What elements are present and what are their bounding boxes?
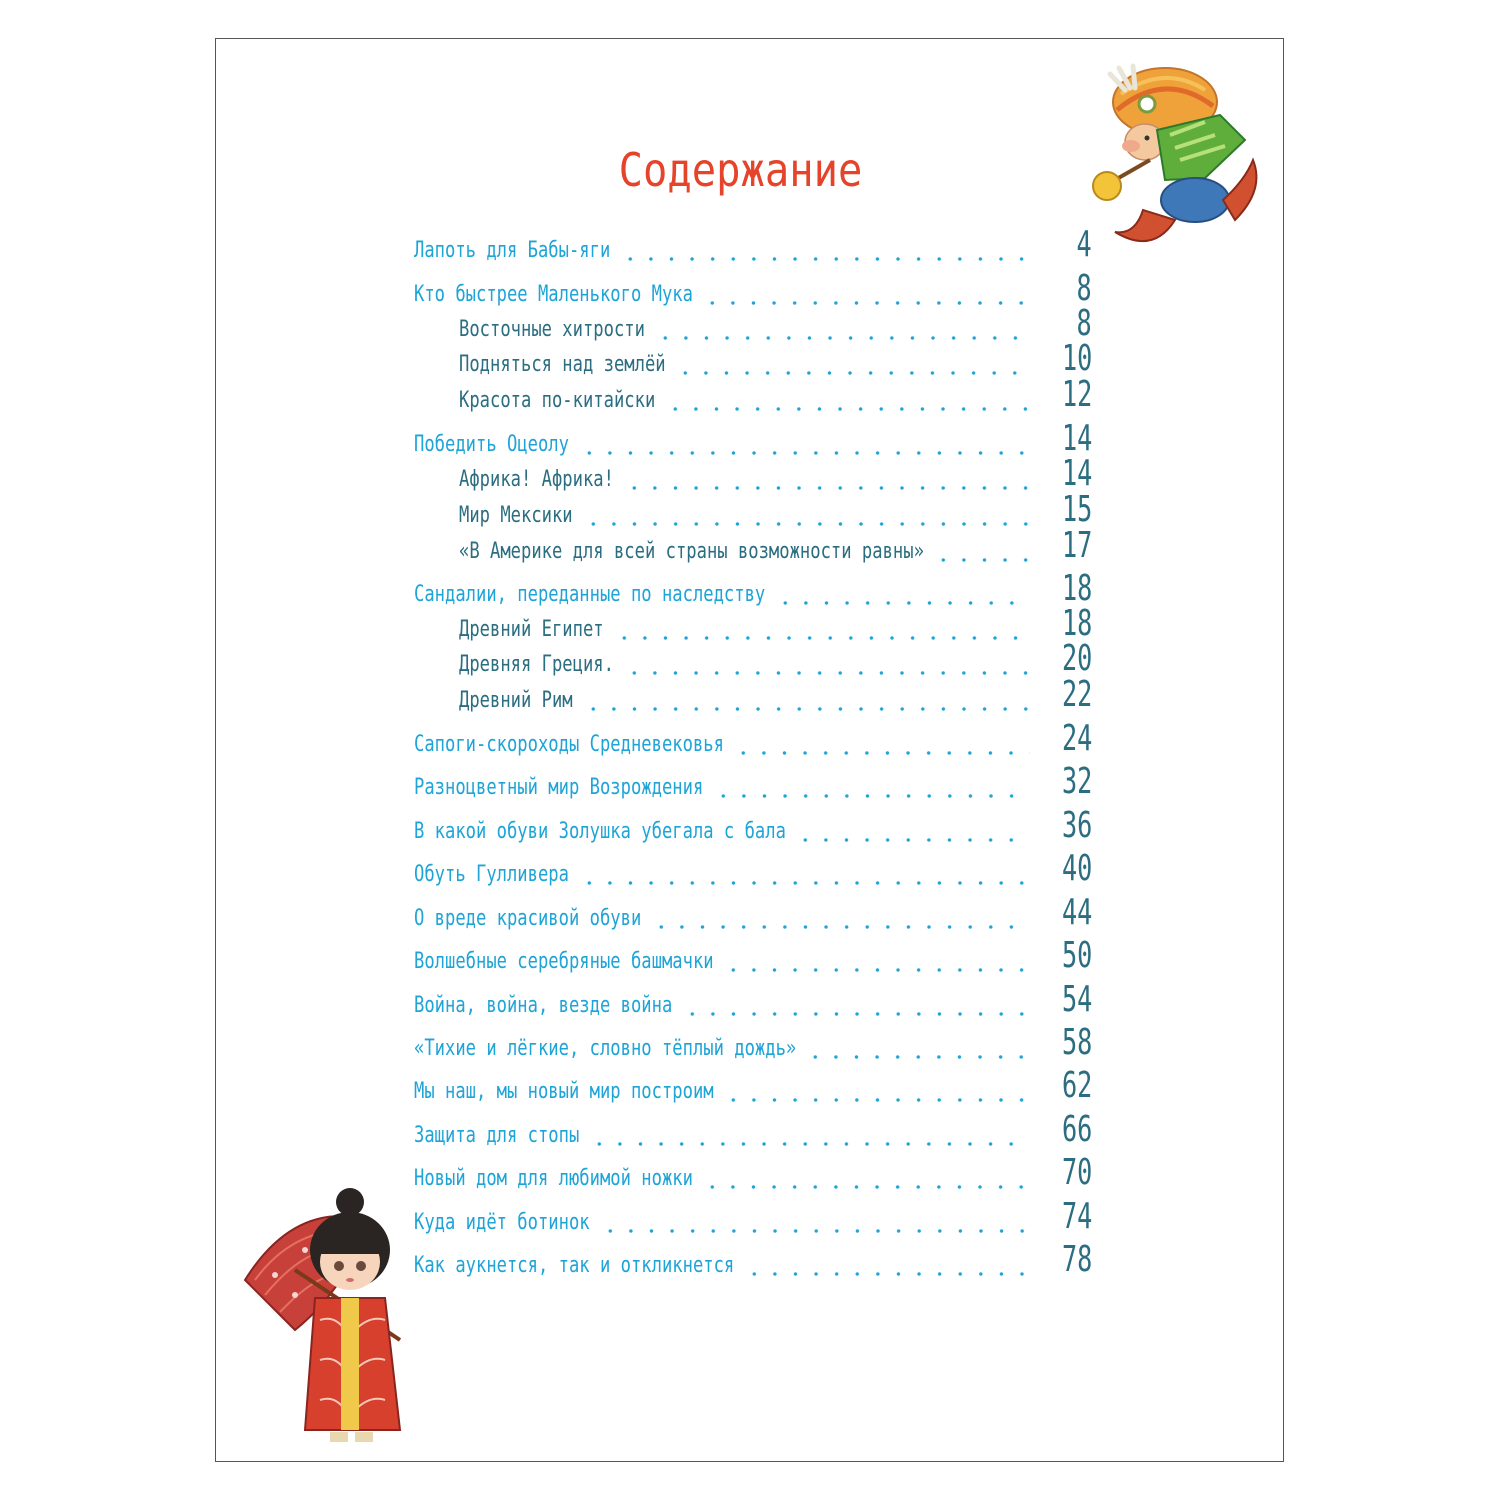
toc-entry-title: Красота по-китайски — [459, 388, 656, 413]
toc-entry — [414, 935, 1092, 989]
toc-entry-title: Как аукнется, так и откликнется — [414, 1253, 735, 1278]
toc-entry-title: «Тихие и лёгкие, словно тёплый дождь» — [414, 1036, 797, 1061]
dot-leader — [589, 1142, 1030, 1146]
toc-entry-title: Кто быстрее Маленького Мука — [414, 282, 693, 307]
toc-entry-title: Новый дом для любимой ножки — [414, 1166, 693, 1191]
toc-page-number: 22 — [1061, 674, 1092, 715]
toc-entry-title: Лапоть для Бабы-яги — [414, 238, 611, 263]
toc-entry-title: «В Америке для всей страны возможности равны» — [459, 539, 924, 564]
toc-page-number: 44 — [1061, 892, 1092, 933]
toc-subentry — [459, 374, 1092, 428]
toc-page-number: 58 — [1061, 1022, 1092, 1063]
dot-leader — [655, 336, 1030, 340]
dot-leader — [775, 601, 1030, 605]
dot-leader — [744, 1272, 1030, 1276]
toc-page-number: 78 — [1061, 1239, 1092, 1280]
toc-entry — [414, 1239, 1092, 1293]
toc-entry-title: Мы наш, мы новый мир построим — [414, 1079, 714, 1104]
toc-entry — [414, 268, 1092, 322]
japanese-girl-illustration — [235, 1180, 435, 1470]
toc-page-number: 10 — [1061, 338, 1092, 379]
toc-entry — [414, 979, 1092, 1033]
toc-page-number: 12 — [1061, 374, 1092, 415]
toc-entry-title: Защита для стопы — [414, 1123, 580, 1148]
toc-entry-title: Волшебные серебряные башмачки — [414, 949, 714, 974]
toc-page-number: 14 — [1061, 418, 1092, 459]
toc-subentry — [459, 674, 1092, 728]
toc-entry — [414, 805, 1092, 859]
toc-entry-title: Война, война, везде война — [414, 993, 673, 1018]
dot-leader — [675, 371, 1030, 375]
toc-subentry — [459, 303, 1092, 357]
dot-leader — [624, 486, 1030, 490]
toc-page-number: 14 — [1061, 453, 1092, 494]
dot-leader — [624, 671, 1030, 675]
toc-entry — [414, 1152, 1092, 1206]
toc-entry-title: Мир Мексики — [459, 503, 573, 528]
dot-leader — [665, 407, 1030, 411]
toc-entry-title: Сандалии, переданные по наследству — [414, 582, 766, 607]
toc-entry-title: Сапоги-скороходы Средневековья — [414, 732, 724, 757]
toc-entry — [414, 892, 1092, 946]
toc-subentry — [459, 603, 1092, 657]
toc-entry-title: Африка! Африка! — [459, 467, 614, 492]
dot-leader — [583, 707, 1030, 711]
toc-subentry — [459, 638, 1092, 692]
toc-entry-title: Куда идёт ботинок — [414, 1210, 590, 1235]
toc-entry — [414, 418, 1092, 472]
toc-page-number: 17 — [1061, 525, 1092, 566]
toc-page-number: 18 — [1061, 568, 1092, 609]
dot-leader — [651, 925, 1030, 929]
toc-page-number: 62 — [1061, 1065, 1092, 1106]
toc-entry-title: Восточные хитрости — [459, 317, 645, 342]
toc-entry — [414, 1109, 1092, 1163]
toc-page-number: 36 — [1061, 805, 1092, 846]
dot-leader — [723, 968, 1030, 972]
toc-page-number: 8 — [1076, 303, 1092, 344]
toc-entry — [414, 761, 1092, 815]
toc-subentry — [459, 525, 1092, 579]
dot-leader — [933, 558, 1030, 562]
dot-leader — [620, 257, 1030, 261]
toc-page-number: 40 — [1061, 848, 1092, 889]
toc-entry — [414, 718, 1092, 772]
toc-page-number: 50 — [1061, 935, 1092, 976]
dot-leader — [600, 1229, 1030, 1233]
toc-subentry — [459, 453, 1092, 507]
toc-entry — [414, 224, 1092, 278]
toc-page-number: 8 — [1076, 268, 1092, 309]
dot-leader — [583, 522, 1030, 526]
toc-page-number: 66 — [1061, 1109, 1092, 1150]
toc-entry-title: Подняться над землёй — [459, 352, 666, 377]
toc-page-number: 20 — [1061, 638, 1092, 679]
toc-entry-title: Древняя Греция. — [459, 652, 614, 677]
dot-leader — [614, 636, 1030, 640]
page-title: Содержание — [618, 143, 863, 197]
toc-page-number: 54 — [1061, 979, 1092, 1020]
dot-leader — [805, 1055, 1030, 1059]
dot-leader — [579, 451, 1030, 455]
little-muk-illustration — [1055, 60, 1275, 270]
toc-entry-title: Победить Оцеолу — [414, 432, 569, 457]
toc-entry-title: Обуть Гулливера — [414, 862, 569, 887]
toc-entry — [414, 1196, 1092, 1250]
dot-leader — [713, 794, 1030, 798]
dot-leader — [795, 838, 1030, 842]
toc-page-number: 32 — [1061, 761, 1092, 802]
toc-entry — [414, 848, 1092, 902]
toc-entry-title: В какой обуви Золушка убегала с бала — [414, 819, 786, 844]
dot-leader — [682, 1012, 1030, 1016]
toc-page-number: 74 — [1061, 1196, 1092, 1237]
toc-subentry — [459, 338, 1092, 392]
toc-entry-title: О вреде красивой обуви — [414, 906, 642, 931]
toc-page-number: 15 — [1061, 489, 1092, 530]
toc-entry — [414, 1065, 1092, 1119]
toc-page-number: 4 — [1076, 224, 1092, 265]
toc-page-number: 18 — [1061, 603, 1092, 644]
dot-leader — [733, 751, 1030, 755]
toc-entry-title: Разноцветный мир Возрождения — [414, 775, 704, 800]
toc-entry-title: Древний Египет — [459, 617, 604, 642]
toc-entry — [414, 1022, 1092, 1076]
toc-entry — [414, 568, 1092, 622]
dot-leader — [579, 881, 1030, 885]
toc-entry-title: Древний Рим — [459, 688, 573, 713]
toc-subentry — [459, 489, 1092, 543]
toc-page-number: 70 — [1061, 1152, 1092, 1193]
dot-leader — [702, 301, 1030, 305]
dot-leader — [723, 1098, 1030, 1102]
toc-page-number: 24 — [1061, 718, 1092, 759]
dot-leader — [702, 1185, 1030, 1189]
